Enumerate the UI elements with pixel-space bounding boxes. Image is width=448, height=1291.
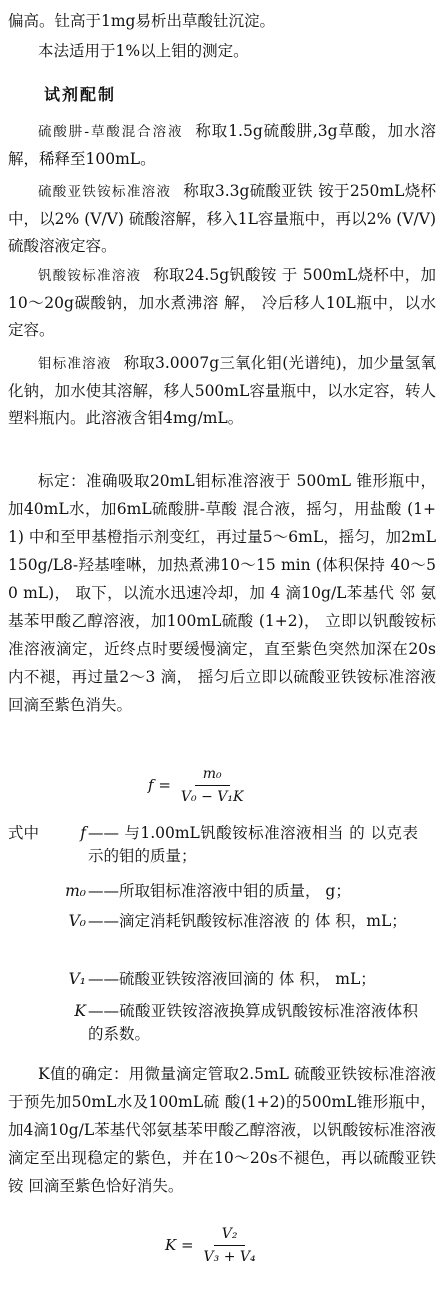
reagent-3 [8,262,436,344]
symbol-v0: V₀ [68,912,86,930]
symbol-k: K [74,1002,86,1020]
formula-f-denominator: V₀ − V₁K [180,789,244,805]
reagent-4 [8,350,436,432]
symbol-v0-desc: ——滴定消耗钒酸铵标准溶液 的 体 积，mL； [88,912,407,930]
reagent-2-name: 硫酸亚铁铵标准溶液 [38,184,172,200]
intro-line: 偏高。钍高于1mg易析出草酸钍沉淀。 [8,12,275,30]
formula-f-lhs: f = [148,776,171,794]
symbol-f: f [80,824,86,842]
where-label: 式中 [8,824,40,842]
reagent-3-name: 钒酸铵标准溶液 [38,268,142,284]
symbol-k-desc: ——硫酸亚铁铵溶液换算成钒酸铵标准溶液体积的系数。 [88,1002,418,1043]
k-determination-paragraph: K值的确定：用微量滴定管取2.5mL 硫酸亚铁铵标准溶液于预先加50mL水及100mL硫 酸(1+2)的500mL锥形瓶中，加4滴10g/L苯基代邻氨基苯甲酸乙醇溶液，以钒酸铵标准溶液滴定至出现稳定的紫色，并在10～20s不褪色，再以硫酸亚铁 铵 回滴至紫色恰好消失。 [8,1065,436,1195]
formula-k-numerator: V₂ [214,1225,246,1246]
symbol-row-v0 [58,910,418,933]
reagent-2-text: 称取3.3g硫酸亚铁 铵于250mL烧杯中，以2% (V/V) 硫酸溶解，移入1L容量瓶中，再以2% (V/V) 硫酸溶液定容。 [8,182,437,255]
formula-k [165,1225,260,1266]
formula-k-denominator: V₃ + V₄ [203,1249,256,1265]
formula-f-numerator: m₀ [195,765,230,786]
reagent-3-text: 称取24.5g钒酸铵 于 500mL烧杯中，加10～20g碳酸钠，加水煮沸溶 解， 冷后移人10L瓶中，以水定容。 [8,266,436,339]
symbol-row-k [58,1000,418,1046]
formula-k-fraction [200,1225,260,1266]
reagent-4-name: 钼标准溶液 [38,356,112,372]
reagent-2 [8,178,436,260]
formula-f [148,765,247,806]
formula-k-lhs: K = [165,1236,194,1254]
reagent-4-text: 称取3.0007g三氧化钼(光谱纯)，加少量氢氧化钠，加水使其溶解，移人500mL容量瓶中，以水定容，转人塑料瓶内。此溶液含钼4mg/mL。 [8,354,436,427]
reagent-1 [8,118,436,173]
formula-f-fraction [177,765,248,806]
symbol-row-v1 [58,968,418,991]
symbol-v1-desc: ——硫酸亚铁铵溶液回滴的 体 积， mL； [88,970,376,988]
scope-line: 本法适用于1%以上钼的测定。 [38,42,249,60]
symbol-m0-desc: ——所取钼标准溶液中钼的质量， g； [88,882,351,900]
reagent-1-name: 硫酸肼-草酸混合溶液 [38,124,184,140]
symbol-v1: V₁ [68,970,86,988]
symbol-row-m0 [58,880,418,903]
symbol-m0: m₀ [65,882,86,900]
symbol-row-f [58,822,418,868]
calibration-paragraph: 标定：准确吸取20mL钼标准溶液于 500mL 锥形瓶中，加40mL水，加6mL硫酸肼-草酸 混合液，摇匀，用盐酸 (1+1) 中和至甲基橙指示剂变红，再过量5～6mL，摇匀，加2mL150g/L8-羟基喹啉，加热煮沸10～15 min (体积保持 40～50 mL)， 取下，以流水迅速冷却，加 4 滴10g/L苯基代 邻 氨基苯甲酸乙醇溶液，加100mL硫酸 (1+2)， 立即以钒酸铵标准溶液滴定，近终点时要缓慢滴定，直至紫色突然加深在20s内不褪，再过量2～3 滴， 摇匀后立即以硫酸亚铁铵标准溶液回滴至紫色消失。 [8,472,436,714]
symbol-f-desc: —— 与1.00mL钒酸铵标准溶液相当 的 以克表示的钼的质量； [88,824,418,865]
section-title: 试剂配制 [44,85,117,104]
reagent-1-text: 称取1.5g硫酸肼,3g草酸，加水溶解，稀释至100mL。 [8,122,436,168]
